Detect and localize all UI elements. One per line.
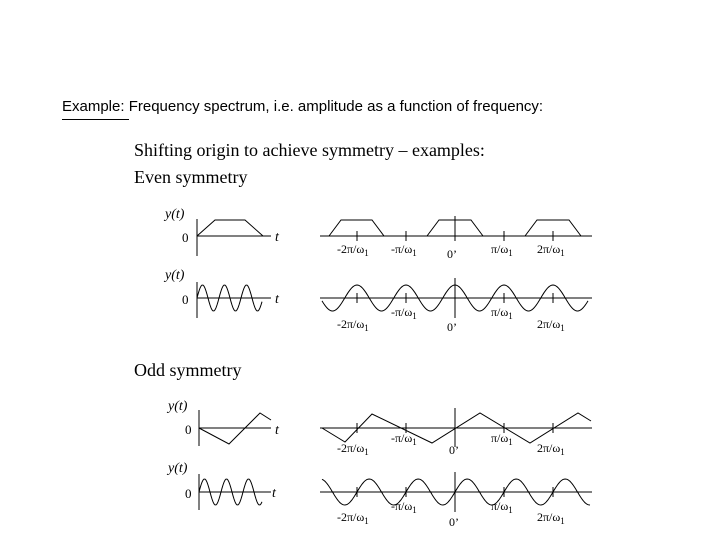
- y-axis-label: y(t): [165, 268, 185, 283]
- odd-triangle-original-plot: [199, 410, 271, 446]
- tick-label-2pi: $2\pi/\omega_1$: [537, 510, 565, 526]
- tick-label-pi: $\pi/\omega_1$: [491, 499, 513, 515]
- t-axis-label: t: [275, 423, 279, 438]
- even-sine-original-plot: [197, 282, 271, 318]
- tick-label-pi: $\pi/\omega_1$: [491, 242, 513, 258]
- tick-label-origin: 0’: [447, 320, 457, 334]
- tick-label-pi: $\pi/\omega_1$: [491, 431, 513, 447]
- even-symmetry-title: Even symmetry: [134, 167, 248, 187]
- y-axis-label: y(t): [168, 399, 188, 414]
- tick-label-pi: $\pi/\omega_1$: [491, 305, 513, 321]
- tick-label-neg-pi: $-\pi/\omega_1$: [391, 431, 417, 447]
- tick-label-neg-2pi: $-2\pi/\omega_1$: [337, 317, 369, 333]
- odd-sine-shifted-plot: [320, 472, 592, 512]
- tick-label-neg-pi: $-\pi/\omega_1$: [391, 305, 417, 321]
- trapezoid-wave: [197, 220, 263, 236]
- tick-label-2pi: $2\pi/\omega_1$: [537, 242, 565, 258]
- tick-label-neg-pi: $-\pi/\omega_1$: [391, 499, 417, 515]
- tick-label-2pi: $2\pi/\omega_1$: [537, 441, 565, 457]
- example-label-text: Example:: [62, 98, 125, 115]
- tick-label-origin: 0’: [449, 443, 459, 457]
- zero-label: 0: [185, 422, 192, 437]
- odd-sine-original-plot: [199, 474, 271, 510]
- tick-label-2pi: $2\pi/\omega_1$: [537, 317, 565, 333]
- even-trapezoid-original-plot: [197, 219, 271, 256]
- tick-label-neg-2pi: $-2\pi/\omega_1$: [337, 441, 369, 457]
- t-axis-label: t: [275, 292, 279, 307]
- subtitle: Shifting origin to achieve symmetry – examples:: [134, 140, 485, 160]
- even-trapezoid-shifted-plot: [320, 216, 592, 241]
- zero-label: 0: [185, 486, 192, 501]
- t-axis-label: t: [275, 230, 279, 245]
- y-axis-label: y(t): [168, 461, 188, 476]
- t-axis-label: t: [272, 486, 276, 501]
- tick-label-neg-pi: $-\pi/\omega_1$: [391, 242, 417, 258]
- tick-label-neg-2pi: $-2\pi/\omega_1$: [337, 510, 369, 526]
- zero-label: 0: [182, 230, 189, 245]
- tick-label-neg-2pi: $-2\pi/\omega_1$: [337, 242, 369, 258]
- odd-symmetry-title: Odd symmetry: [134, 360, 242, 380]
- zero-label: 0: [182, 292, 189, 307]
- even-sine-shifted-plot: [320, 278, 592, 318]
- tick-label-origin: 0’: [447, 247, 457, 261]
- y-axis-label: y(t): [165, 207, 185, 222]
- header-text: Frequency spectrum, i.e. amplitude as a function of frequency:: [124, 98, 544, 115]
- tick-label-origin: 0’: [449, 515, 459, 529]
